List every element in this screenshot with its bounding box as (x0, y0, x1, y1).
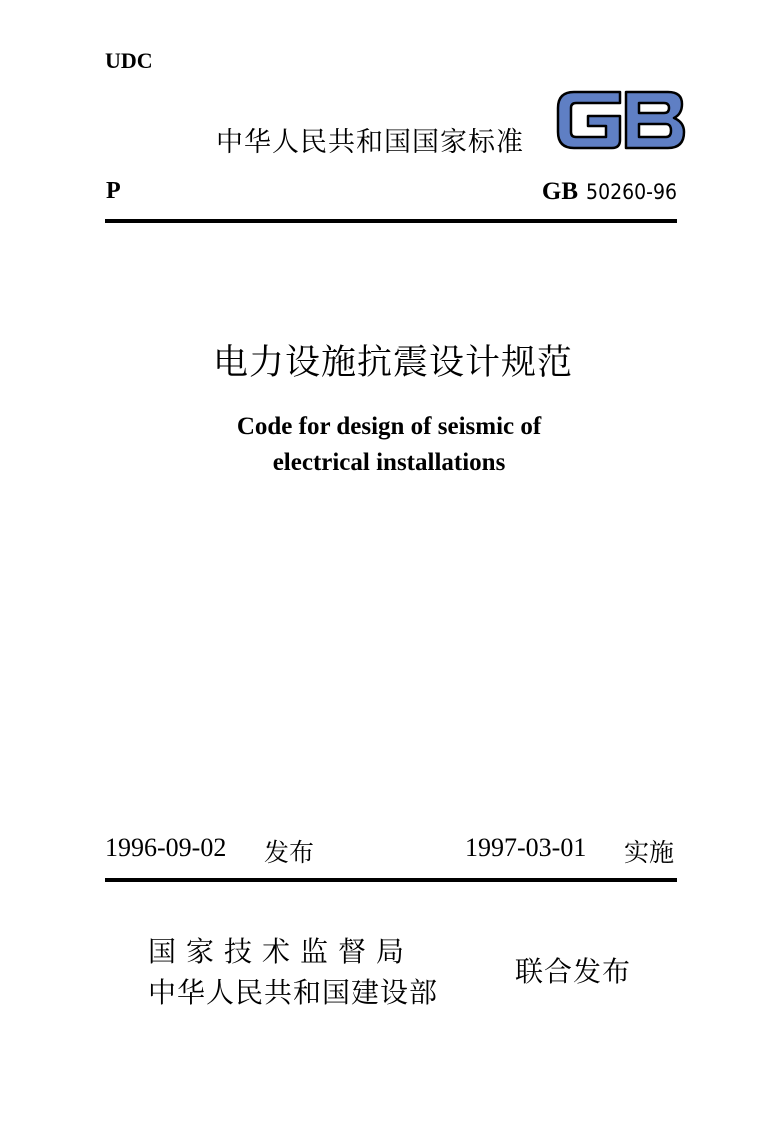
publisher-1: 国家技术监督局 (148, 935, 415, 968)
standard-number (542, 177, 677, 206)
gb-logo-b-shape (626, 92, 684, 148)
standard-name: 中华人民共和国国家标准 (216, 127, 524, 158)
publisher-2: 中华人民共和国建设部 (148, 976, 439, 1009)
top-divider (105, 219, 677, 223)
implement-date: 1997-03-01 (465, 833, 587, 862)
gb-logo-g-shape (558, 92, 620, 148)
gb-logo-graphic (552, 86, 688, 152)
issue-label: 发布 (264, 838, 315, 867)
gb-logo (552, 86, 688, 152)
implement-label: 实施 (624, 838, 675, 867)
bottom-divider (105, 878, 677, 882)
title-english-line2: electrical installations (272, 449, 506, 476)
standard-number-value: 50260-96 (586, 180, 677, 204)
issue-date: 1996-09-02 (105, 833, 227, 862)
classification-code: P (106, 178, 121, 204)
udc-label: UDC (105, 48, 153, 73)
joint-publish-label: 联合发布 (515, 955, 632, 988)
standard-number-prefix: GB (541, 178, 579, 205)
title-english-line1: Code for design of seismic of (236, 413, 542, 440)
title-chinese: 电力设施抗震设计规范 (212, 343, 573, 383)
